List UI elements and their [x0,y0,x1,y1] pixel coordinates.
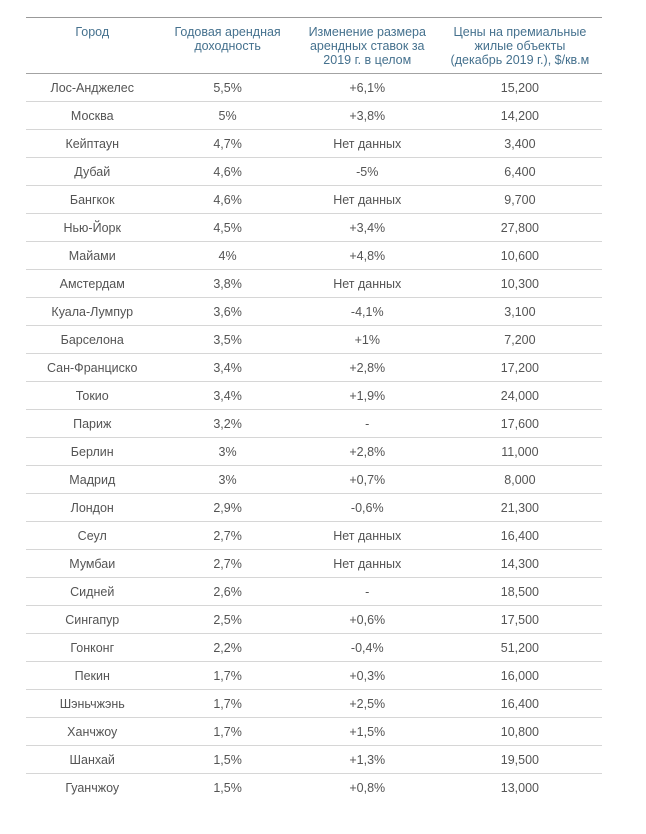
cell-rent-change: +0,3% [297,662,438,690]
table-row [26,382,602,410]
table-row [26,130,602,158]
cell-annual-yield: 2,6% [158,578,296,606]
cell-rent-change: -4,1% [297,298,438,326]
cell-annual-yield: 2,7% [158,522,296,550]
table-row [26,550,602,578]
table-row [26,522,602,550]
table-row [26,326,602,354]
cell-rent-change: +3,4% [297,214,438,242]
cell-premium-price: 16,400 [438,522,602,550]
column-header-annual-yield: Годовая арендная доходность [158,18,296,74]
cell-premium-price: 14,200 [438,102,602,130]
cell-rent-change: -0,4% [297,634,438,662]
cell-rent-change: +6,1% [297,74,438,102]
column-header-premium-price: Цены на премиальные жилые объекты (декабрь 2019 г.), $/кв.м [438,18,602,74]
table-row [26,774,602,802]
table-row [26,466,602,494]
table-row [26,690,602,718]
cell-city: Гуанчжоу [26,774,158,802]
table-row [26,270,602,298]
table-row [26,102,602,130]
cell-annual-yield: 1,7% [158,662,296,690]
cell-rent-change: +0,8% [297,774,438,802]
table-row [26,718,602,746]
table-row [26,606,602,634]
cell-city: Шанхай [26,746,158,774]
cell-annual-yield: 3% [158,466,296,494]
cell-annual-yield: 2,5% [158,606,296,634]
cell-rent-change: Нет данных [297,270,438,298]
cell-annual-yield: 5,5% [158,74,296,102]
cell-city: Москва [26,102,158,130]
cell-city: Гонконг [26,634,158,662]
cell-premium-price: 51,200 [438,634,602,662]
cell-premium-price: 19,500 [438,746,602,774]
cell-premium-price: 17,500 [438,606,602,634]
table-row [26,298,602,326]
cell-rent-change: +0,6% [297,606,438,634]
rental-yield-table [26,17,602,802]
cell-premium-price: 3,400 [438,130,602,158]
cell-premium-price: 10,300 [438,270,602,298]
cell-premium-price: 27,800 [438,214,602,242]
cell-city: Сингапур [26,606,158,634]
table-row [26,158,602,186]
table-row [26,438,602,466]
cell-rent-change: +3,8% [297,102,438,130]
cell-annual-yield: 3,6% [158,298,296,326]
cell-premium-price: 11,000 [438,438,602,466]
cell-city: Лондон [26,494,158,522]
cell-rent-change: +2,5% [297,690,438,718]
cell-premium-price: 14,300 [438,550,602,578]
cell-rent-change: Нет данных [297,522,438,550]
cell-city: Амстердам [26,270,158,298]
cell-city: Париж [26,410,158,438]
table-row [26,746,602,774]
cell-city: Кейптаун [26,130,158,158]
cell-annual-yield: 4,5% [158,214,296,242]
cell-rent-change: +1,5% [297,718,438,746]
cell-rent-change: Нет данных [297,130,438,158]
cell-city: Мумбаи [26,550,158,578]
cell-premium-price: 17,600 [438,410,602,438]
cell-annual-yield: 3,8% [158,270,296,298]
cell-premium-price: 13,000 [438,774,602,802]
cell-rent-change: +2,8% [297,438,438,466]
cell-city: Ханчжоу [26,718,158,746]
cell-city: Сидней [26,578,158,606]
cell-rent-change: -0,6% [297,494,438,522]
cell-city: Шэньчжэнь [26,690,158,718]
table-header-row [26,18,602,74]
cell-rent-change: - [297,410,438,438]
cell-rent-change: +0,7% [297,466,438,494]
column-header-rent-change-2019: Изменение размера арендных ставок за 2019 г. в целом [297,18,438,74]
cell-annual-yield: 4,6% [158,186,296,214]
cell-city: Дубай [26,158,158,186]
table-row [26,214,602,242]
cell-premium-price: 9,700 [438,186,602,214]
table-row [26,410,602,438]
table-row [26,186,602,214]
cell-premium-price: 16,400 [438,690,602,718]
cell-city: Бангкок [26,186,158,214]
table-row [26,662,602,690]
cell-rent-change: +1% [297,326,438,354]
table-row [26,634,602,662]
cell-annual-yield: 3,5% [158,326,296,354]
cell-annual-yield: 4% [158,242,296,270]
cell-rent-change: -5% [297,158,438,186]
cell-premium-price: 10,600 [438,242,602,270]
cell-premium-price: 24,000 [438,382,602,410]
cell-annual-yield: 4,6% [158,158,296,186]
cell-annual-yield: 1,7% [158,718,296,746]
cell-annual-yield: 1,5% [158,774,296,802]
cell-annual-yield: 3,4% [158,354,296,382]
cell-annual-yield: 5% [158,102,296,130]
cell-premium-price: 7,200 [438,326,602,354]
cell-rent-change: +1,9% [297,382,438,410]
cell-premium-price: 3,100 [438,298,602,326]
cell-city: Сеул [26,522,158,550]
cell-annual-yield: 4,7% [158,130,296,158]
cell-city: Мадрид [26,466,158,494]
cell-city: Майами [26,242,158,270]
table-row [26,74,602,102]
cell-rent-change: +4,8% [297,242,438,270]
cell-city: Лос-Анджелес [26,74,158,102]
cell-city: Нью-Йорк [26,214,158,242]
cell-rent-change: +1,3% [297,746,438,774]
cell-premium-price: 17,200 [438,354,602,382]
cell-rent-change: Нет данных [297,550,438,578]
table-row [26,242,602,270]
cell-annual-yield: 3% [158,438,296,466]
table-header [26,18,602,74]
cell-annual-yield: 2,2% [158,634,296,662]
table-row [26,354,602,382]
column-header-city: Город [26,18,158,74]
cell-annual-yield: 1,5% [158,746,296,774]
cell-premium-price: 8,000 [438,466,602,494]
cell-premium-price: 10,800 [438,718,602,746]
cell-city: Сан-Франциско [26,354,158,382]
cell-premium-price: 18,500 [438,578,602,606]
cell-annual-yield: 2,9% [158,494,296,522]
cell-city: Куала-Лумпур [26,298,158,326]
cell-city: Пекин [26,662,158,690]
cell-annual-yield: 3,4% [158,382,296,410]
table-row [26,578,602,606]
table-row [26,494,602,522]
cell-premium-price: 21,300 [438,494,602,522]
cell-annual-yield: 3,2% [158,410,296,438]
cell-city: Берлин [26,438,158,466]
cell-rent-change: Нет данных [297,186,438,214]
cell-rent-change: - [297,578,438,606]
cell-city: Токио [26,382,158,410]
cell-rent-change: +2,8% [297,354,438,382]
cell-premium-price: 15,200 [438,74,602,102]
cell-annual-yield: 2,7% [158,550,296,578]
cell-annual-yield: 1,7% [158,690,296,718]
cell-premium-price: 16,000 [438,662,602,690]
table-body [26,74,602,802]
cell-city: Барселона [26,326,158,354]
cell-premium-price: 6,400 [438,158,602,186]
